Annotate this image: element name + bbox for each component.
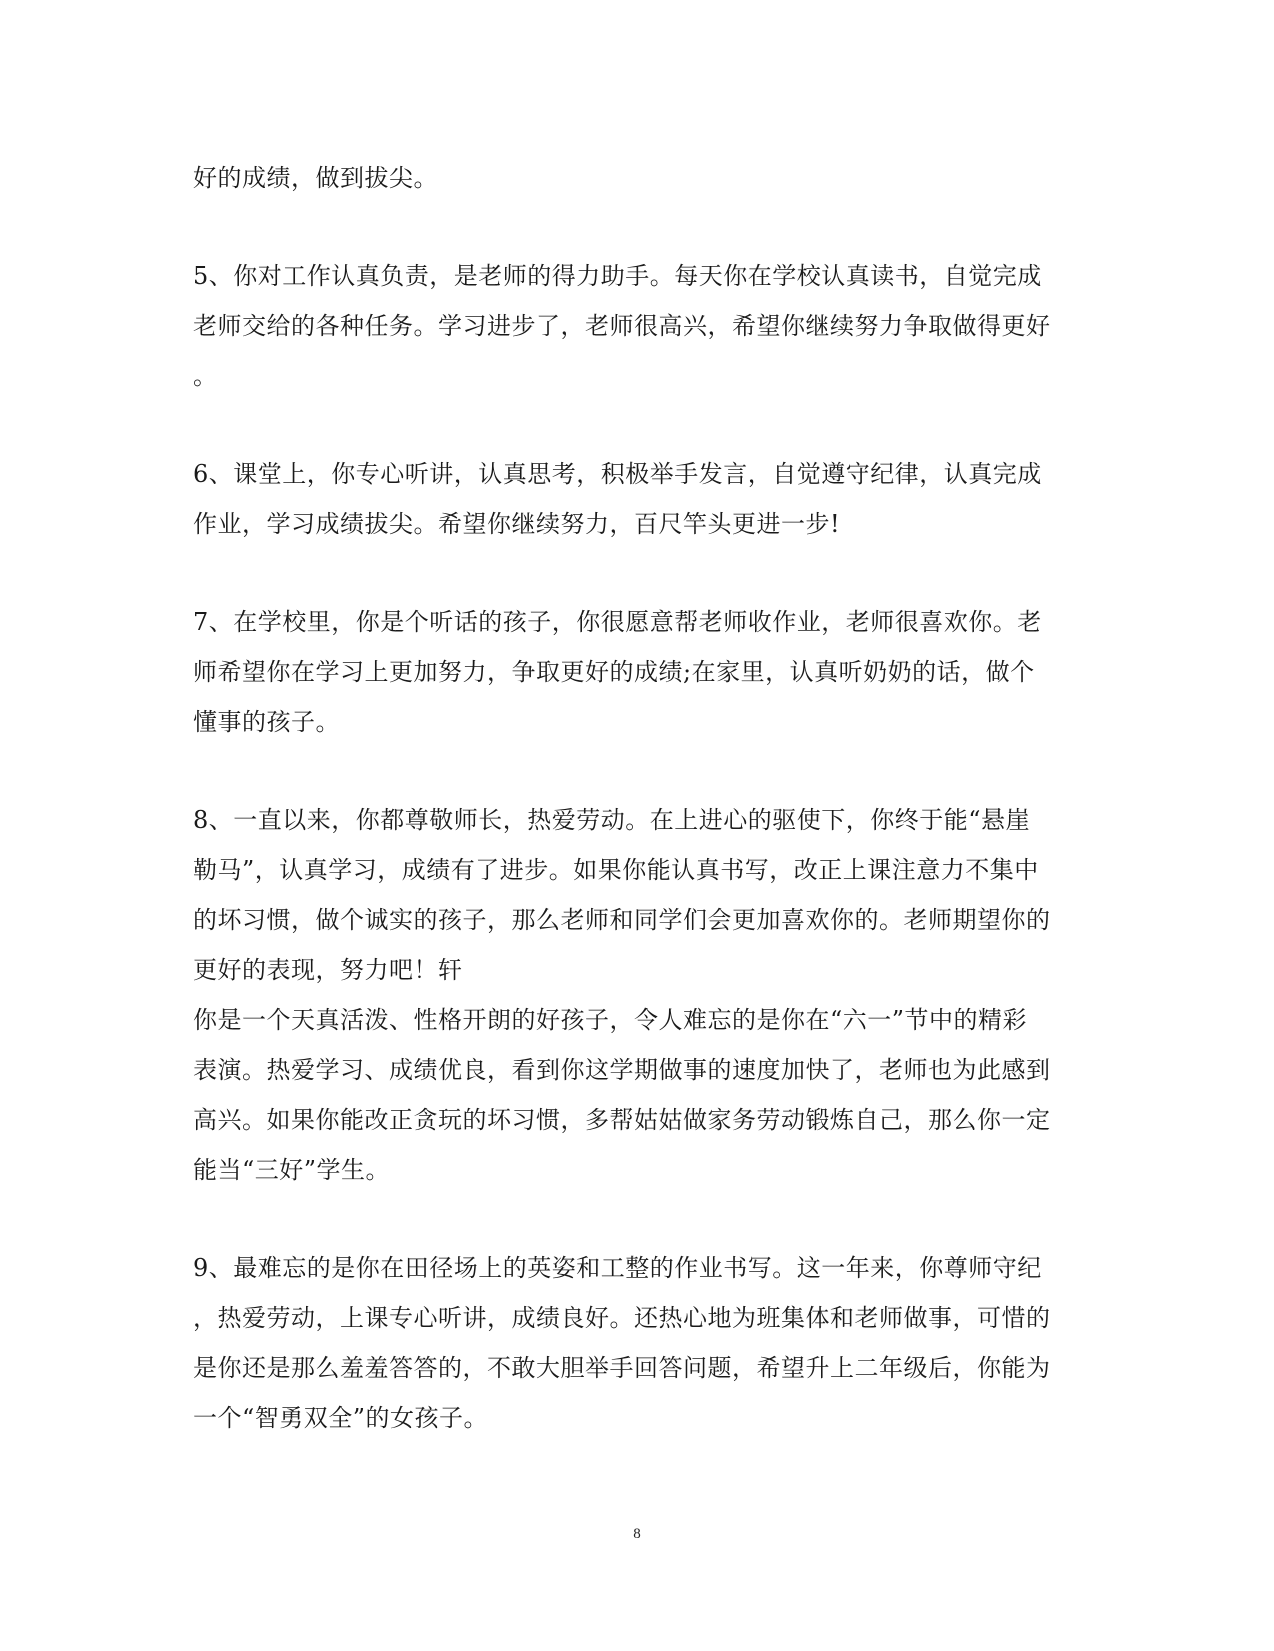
- text-line: 好的成绩，做到拔尖。: [193, 164, 438, 192]
- text-line: 勒马”，认真学习，成绩有了进步。如果你能认真书写，改正上课注意力不集中: [193, 856, 1039, 884]
- text-line: 懂事的孩子。: [193, 708, 340, 736]
- text-line: ，热爱劳动，上课专心听讲，成绩良好。还热心地为班集体和老师做事，可惜的: [193, 1304, 1051, 1332]
- text-line: 你是一个天真活泼、性格开朗的好孩子，令人难忘的是你在“六一”节中的精彩: [193, 1006, 1028, 1034]
- text-line: 一个“智勇双全”的女孩子。: [193, 1404, 489, 1432]
- text-line: 更好的表现，努力吧！轩: [193, 956, 463, 984]
- document-body: [193, 153, 1073, 1443]
- text-line: 9、最难忘的是你在田径场上的英姿和工整的作业书写。这一年来，你尊师守纪: [193, 1254, 1042, 1282]
- paragraph-gap: [193, 203, 1073, 251]
- text-line: 师希望你在学习上更加努力，争取更好的成绩;在家里，认真听奶奶的话，做个: [193, 658, 1035, 686]
- text-line: 的坏习惯，做个诚实的孩子，那么老师和同学们会更加喜欢你的。老师期望你的: [193, 906, 1051, 934]
- text-line: 表演。热爱学习、成绩优良，看到你这学期做事的速度加快了，老师也为此感到: [193, 1056, 1051, 1084]
- text-line: 高兴。如果你能改正贪玩的坏习惯，多帮姑姑做家务劳动锻炼自己，那么你一定: [193, 1106, 1051, 1134]
- text-line: 能当“三好”学生。: [193, 1156, 391, 1184]
- text-line: 8、一直以来，你都尊敬师长，热爱劳动。在上进心的驱使下，你终于能“悬崖: [193, 806, 1031, 834]
- text-line: 5、你对工作认真负责，是老师的得力助手。每天你在学校认真读书，自觉完成: [193, 262, 1042, 290]
- paragraph-gap: [193, 1195, 1073, 1243]
- text-line: 。: [193, 362, 218, 390]
- text-line: 6、课堂上，你专心听讲，认真思考，积极举手发言，自觉遵守纪律，认真完成: [193, 460, 1042, 488]
- text-line: 作业，学习成绩拔尖。希望你继续努力，百尺竿头更进一步!: [193, 510, 841, 538]
- paragraph-gap: [193, 549, 1073, 597]
- page-number: 8: [633, 1526, 641, 1542]
- text-line: 7、在学校里，你是个听话的孩子，你很愿意帮老师收作业，老师很喜欢你。老: [193, 608, 1042, 636]
- text-line: 老师交给的各种任务。学习进步了，老师很高兴，希望你继续努力争取做得更好: [193, 312, 1051, 340]
- paragraph-gap: [193, 401, 1073, 449]
- text-line: 是你还是那么羞羞答答的，不敢大胆举手回答问题，希望升上二年级后，你能为: [193, 1354, 1051, 1382]
- paragraph-gap: [193, 747, 1073, 795]
